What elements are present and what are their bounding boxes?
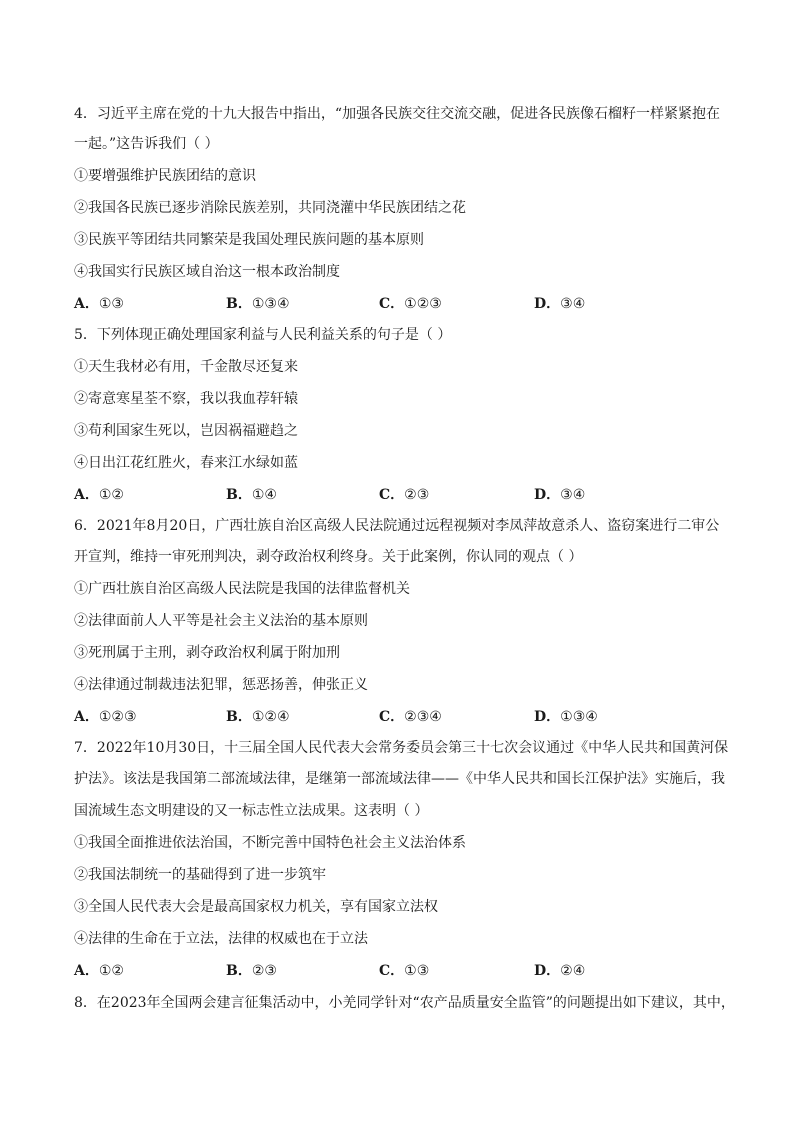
q7-option-d[interactable] bbox=[534, 961, 585, 981]
q6-statement-3: ③死刑属于主刑，剥夺政治权利属于附加刑 bbox=[74, 645, 340, 661]
option-text: ①④ bbox=[251, 487, 277, 503]
q6-statement-4: ④法律通过制裁违法犯罪，惩恶扬善，伸张正义 bbox=[74, 677, 368, 693]
q7-option-b[interactable] bbox=[226, 961, 277, 981]
option-letter: B． bbox=[226, 963, 252, 979]
option-letter: A． bbox=[74, 296, 99, 312]
option-text: ③④ bbox=[560, 487, 586, 503]
q4-stem-line-1: 4．习近平主席在党的十九大报告中指出，“加强各民族交往交流交融，促进各民族像石榴籽一样紧紧抱在 bbox=[74, 106, 721, 122]
option-text: ①③ bbox=[404, 963, 430, 979]
q6-option-c[interactable] bbox=[379, 707, 442, 727]
q5-stem-line-1: 5．下列体现正确处理国家利益与人民利益关系的句子是（ ） bbox=[74, 327, 452, 343]
option-text: ①③ bbox=[98, 296, 124, 312]
option-text: ②④ bbox=[560, 963, 586, 979]
q4-statement-1: ①要增强维护民族团结的意识 bbox=[74, 168, 256, 184]
q7-stem-line-1: 7．2022年10月30日，十三届全国人民代表大会常务委员会第三十七次会议通过《中华人民共和国黄河保 bbox=[74, 740, 729, 756]
q6-stem-line-1: 6．2021年8月20日，广西壮族自治区高级人民法院通过远程视频对李凤萍故意杀人、盗窃案进行二审公 bbox=[74, 518, 720, 534]
option-letter: A． bbox=[74, 709, 99, 725]
q8-stem-line-1: 8．在2023年全国两会建言征集活动中，小羌同学针对“农产品质量安全监管”的问题提出如下建议，其中， bbox=[74, 995, 735, 1011]
option-text: ②③ bbox=[404, 487, 430, 503]
q4-option-c[interactable] bbox=[379, 294, 442, 314]
option-text: ①③④ bbox=[251, 296, 290, 312]
q5-statement-2: ②寄意寒星荃不察，我以我血荐轩辕 bbox=[74, 391, 298, 407]
option-text: ①②③ bbox=[98, 709, 137, 725]
q6-option-b[interactable] bbox=[226, 707, 290, 727]
q5-statement-1: ①天生我材必有用，千金散尽还复来 bbox=[74, 359, 298, 375]
option-letter: D． bbox=[534, 963, 561, 979]
option-text: ①② bbox=[98, 963, 124, 979]
q4-stem-line-2: 一起。”这告诉我们（ ） bbox=[74, 136, 219, 152]
q7-stem-line-3: 国流域生态文明建设的又一标志性立法成果。这表明（ ） bbox=[74, 803, 429, 819]
q7-option-c[interactable] bbox=[379, 961, 429, 981]
option-letter: D． bbox=[534, 296, 561, 312]
option-text: ②③ bbox=[251, 963, 277, 979]
q4-option-d[interactable] bbox=[534, 294, 585, 314]
option-letter: C． bbox=[379, 963, 405, 979]
q6-option-d[interactable] bbox=[534, 707, 598, 727]
option-text: ①② bbox=[98, 487, 124, 503]
option-letter: C． bbox=[379, 709, 405, 725]
option-text: ①③④ bbox=[560, 709, 598, 725]
q4-option-b[interactable] bbox=[226, 294, 290, 314]
option-letter: B． bbox=[226, 709, 252, 725]
q5-statement-3: ③苟利国家生死以，岂因祸福避趋之 bbox=[74, 423, 298, 439]
option-letter: D． bbox=[534, 487, 561, 503]
option-letter: C． bbox=[379, 296, 405, 312]
option-letter: A． bbox=[74, 487, 99, 503]
q6-stem-line-2: 开宣判，维持一审死刑判决，剥夺政治权利终身。关于此案例，你认同的观点（ ） bbox=[74, 549, 583, 565]
option-text: ①②④ bbox=[251, 709, 290, 725]
option-text: ②③④ bbox=[404, 709, 442, 725]
q5-option-d[interactable] bbox=[534, 485, 585, 505]
option-text: ③④ bbox=[560, 296, 586, 312]
q4-statement-3: ③民族平等团结共同繁荣是我国处理民族问题的基本原则 bbox=[74, 232, 424, 248]
q5-option-a[interactable] bbox=[74, 485, 124, 505]
q4-options bbox=[74, 294, 634, 314]
q7-statement-1: ①我国全面推进依法治国，不断完善中国特色社会主义法治体系 bbox=[74, 835, 466, 851]
q6-options bbox=[74, 707, 634, 727]
q4-statement-4: ④我国实行民族区域自治这一根本政治制度 bbox=[74, 264, 340, 280]
q5-option-b[interactable] bbox=[226, 485, 277, 505]
option-letter: A． bbox=[74, 963, 99, 979]
q5-statement-4: ④日出江花红胜火，春来江水绿如蓝 bbox=[74, 455, 298, 471]
q7-statement-2: ②我国法制统一的基础得到了进一步筑牢 bbox=[74, 867, 326, 883]
option-letter: B． bbox=[226, 487, 252, 503]
q7-option-a[interactable] bbox=[74, 961, 124, 981]
q7-statement-4: ④法律的生命在于立法，法律的权威也在于立法 bbox=[74, 931, 368, 947]
option-letter: C． bbox=[379, 487, 405, 503]
q4-option-a[interactable] bbox=[74, 294, 124, 314]
q5-options bbox=[74, 485, 634, 505]
option-letter: B． bbox=[226, 296, 252, 312]
q4-statement-2: ②我国各民族已逐步消除民族差别，共同浇灌中华民族团结之花 bbox=[74, 200, 466, 216]
q6-option-a[interactable] bbox=[74, 707, 137, 727]
option-text: ①②③ bbox=[404, 296, 442, 312]
q6-statement-1: ①广西壮族自治区高级人民法院是我国的法律监督机关 bbox=[74, 581, 410, 597]
q7-options bbox=[74, 961, 634, 981]
q6-statement-2: ②法律面前人人平等是社会主义法治的基本原则 bbox=[74, 613, 368, 629]
q7-statement-3: ③全国人民代表大会是最高国家权力机关，享有国家立法权 bbox=[74, 899, 438, 915]
option-letter: D． bbox=[534, 709, 561, 725]
q7-stem-line-2: 护法》。该法是我国第二部流域法律，是继第一部流域法律——《中华人民共和国长江保护法》实施后，我 bbox=[74, 771, 725, 787]
q5-option-c[interactable] bbox=[379, 485, 429, 505]
